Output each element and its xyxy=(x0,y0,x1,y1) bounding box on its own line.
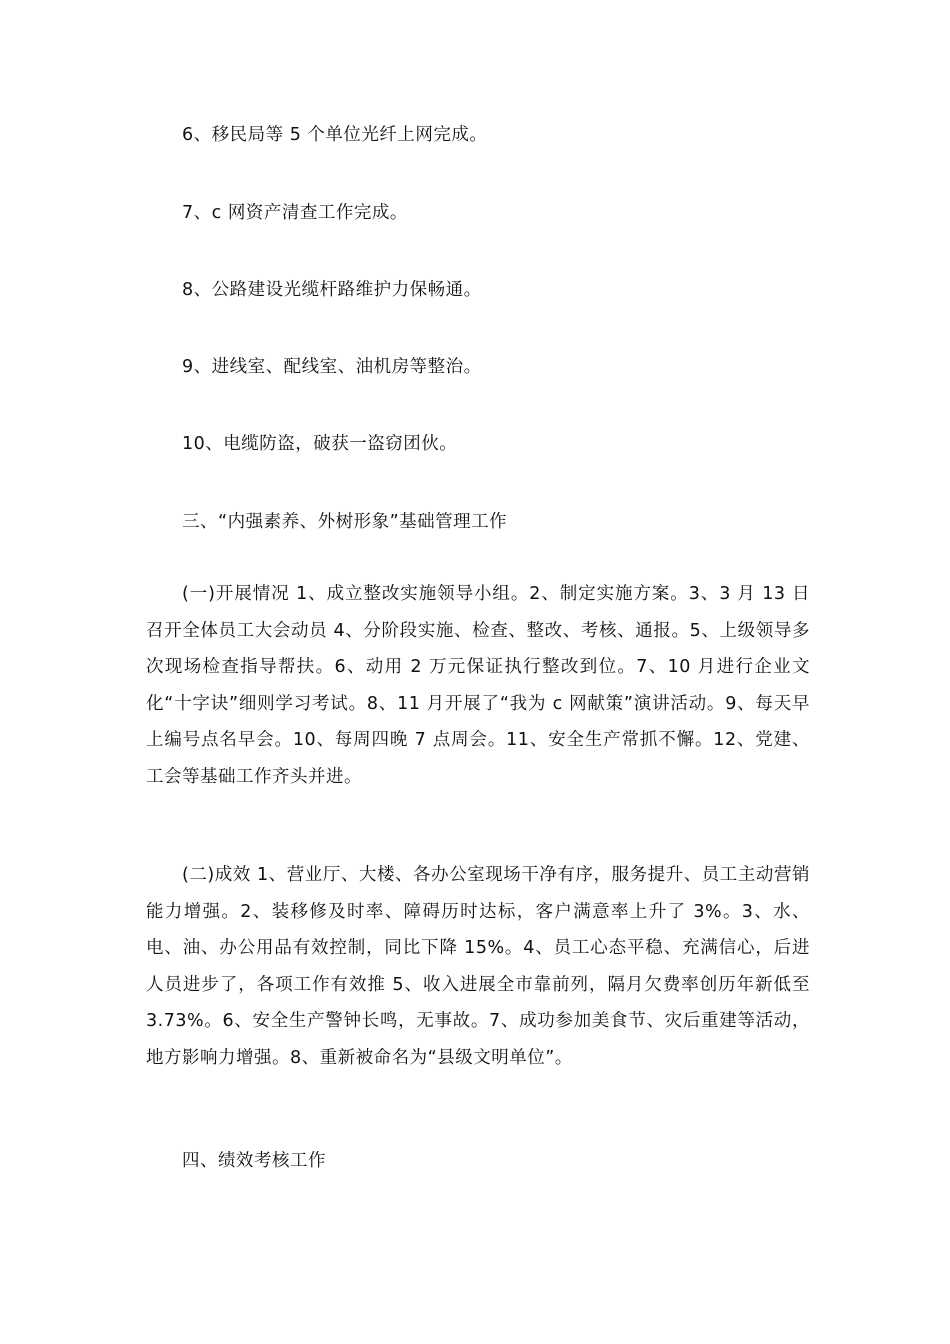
section-heading: 三、“内强素养、外树形象”基础管理工作 xyxy=(182,512,508,532)
list-item: 9、进线室、配线室、油机房等整治。 xyxy=(182,357,482,377)
list-item: 6、移民局等 5 个单位光纤上网完成。 xyxy=(182,125,488,145)
section-heading: 四、绩效考核工作 xyxy=(182,1151,326,1171)
paragraph-implementation: (一)开展情况 1、成立整改实施领导小组。2、制定实施方案。3、3 月 13 日召开全体员工大会动员 4、分阶段实施、检查、整改、考核、通报。5、上级领导多次现场检查指导帮扶。6、动用 2 万元保证执行整改到位。7、10 月进行企业文化“十字诀”细则学习考试。8、11 月开展了“我为 c 网献策”演讲活动。9、每天早上编号点名早会。10、每周四晚 7 点周会。11、安全生产常抓不懈。12、党建、工会等基础工作齐头并进。 xyxy=(146,584,810,787)
list-item: 7、c 网资产清查工作完成。 xyxy=(182,203,408,223)
paragraph-results: (二)成效 1、营业厅、大楼、各办公室现场干净有序，服务提升、员工主动营销能力增强。2、装移修及时率、障碍历时达标，客户满意率上升了 3%。3、水、电、油、办公用品有效控制，同比下降 15%。4、员工心态平稳、充满信心，后进人员进步了，各项工作有效推 5、收入进展全市靠前列，隔月欠费率创历年新低至 3.73%。6、安全生产警钟长鸣，无事故。7、成功参加美食节、灾后重建等活动，地方影响力增强。8、重新被命名为“县级文明单位”。 xyxy=(146,865,810,1068)
list-item: 10、电缆防盗，破获一盗窃团伙。 xyxy=(182,434,458,454)
list-item: 8、公路建设光缆杆路维护力保畅通。 xyxy=(182,280,482,300)
